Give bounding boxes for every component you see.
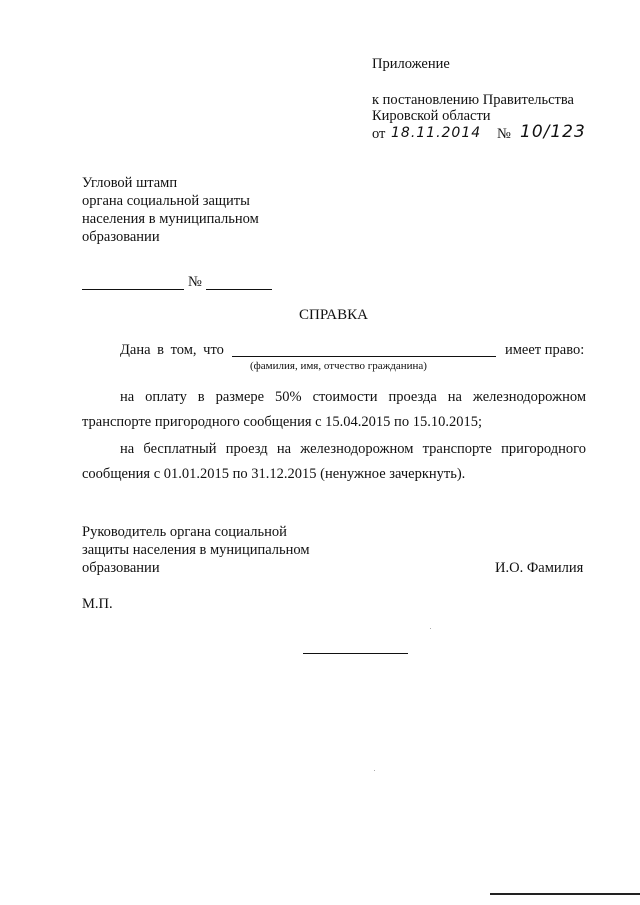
signatory-title-line-3: образовании [82, 560, 160, 576]
appendix-number-handwritten: 10/123 [520, 122, 586, 142]
appendix-title: Приложение [372, 56, 450, 72]
reg-date-blank [82, 289, 184, 290]
appendix-date-prefix: от [372, 126, 386, 142]
given-prefix: Дана в том, что [120, 342, 224, 358]
page-edge-line [490, 893, 640, 895]
reg-number-blank [206, 289, 272, 290]
signatory-title-line-2: защиты населения в муниципальном [82, 542, 310, 558]
appendix-region-line: Кировской области [372, 108, 491, 124]
seal-place-label: М.П. [82, 596, 113, 612]
stamp-line-2: органа социальной защиты [82, 193, 250, 209]
signatory-name: И.О. Фамилия [495, 560, 584, 576]
stamp-line-4: образовании [82, 229, 160, 245]
appendix-decree-line: к постановлению Правительства [372, 92, 574, 108]
stamp-line-3: населения в муниципальном [82, 211, 259, 227]
right-free-travel-line-1: на бесплатный проезд на железнодорожном транспорте пригородного [120, 441, 586, 457]
right-free-travel-line-2: сообщения с 01.01.2015 по 31.12.2015 (ненужное зачеркнуть). [82, 466, 466, 482]
appendix-date-handwritten: 18.11.2014 [391, 125, 482, 141]
closing-separator [303, 653, 408, 654]
citizen-name-hint: (фамилия, имя, отчество гражданина) [250, 360, 427, 372]
right-50-percent-line-2: транспорте пригородного сообщения с 15.04.2015 по 15.10.2015; [82, 414, 482, 430]
citizen-name-blank [232, 356, 496, 357]
scan-speck [374, 770, 375, 771]
appendix-number-prefix: № [497, 126, 511, 142]
scan-speck [430, 628, 431, 629]
stamp-line-1: Угловой штамп [82, 175, 178, 191]
signatory-title-line-1: Руководитель органа социальной [82, 524, 287, 540]
document-title: СПРАВКА [299, 307, 368, 323]
right-50-percent-line-1: на оплату в размере 50% стоимости проезда на железнодорожном [120, 389, 586, 405]
given-suffix: имеет право: [505, 342, 585, 358]
reg-number-symbol: № [188, 274, 202, 290]
